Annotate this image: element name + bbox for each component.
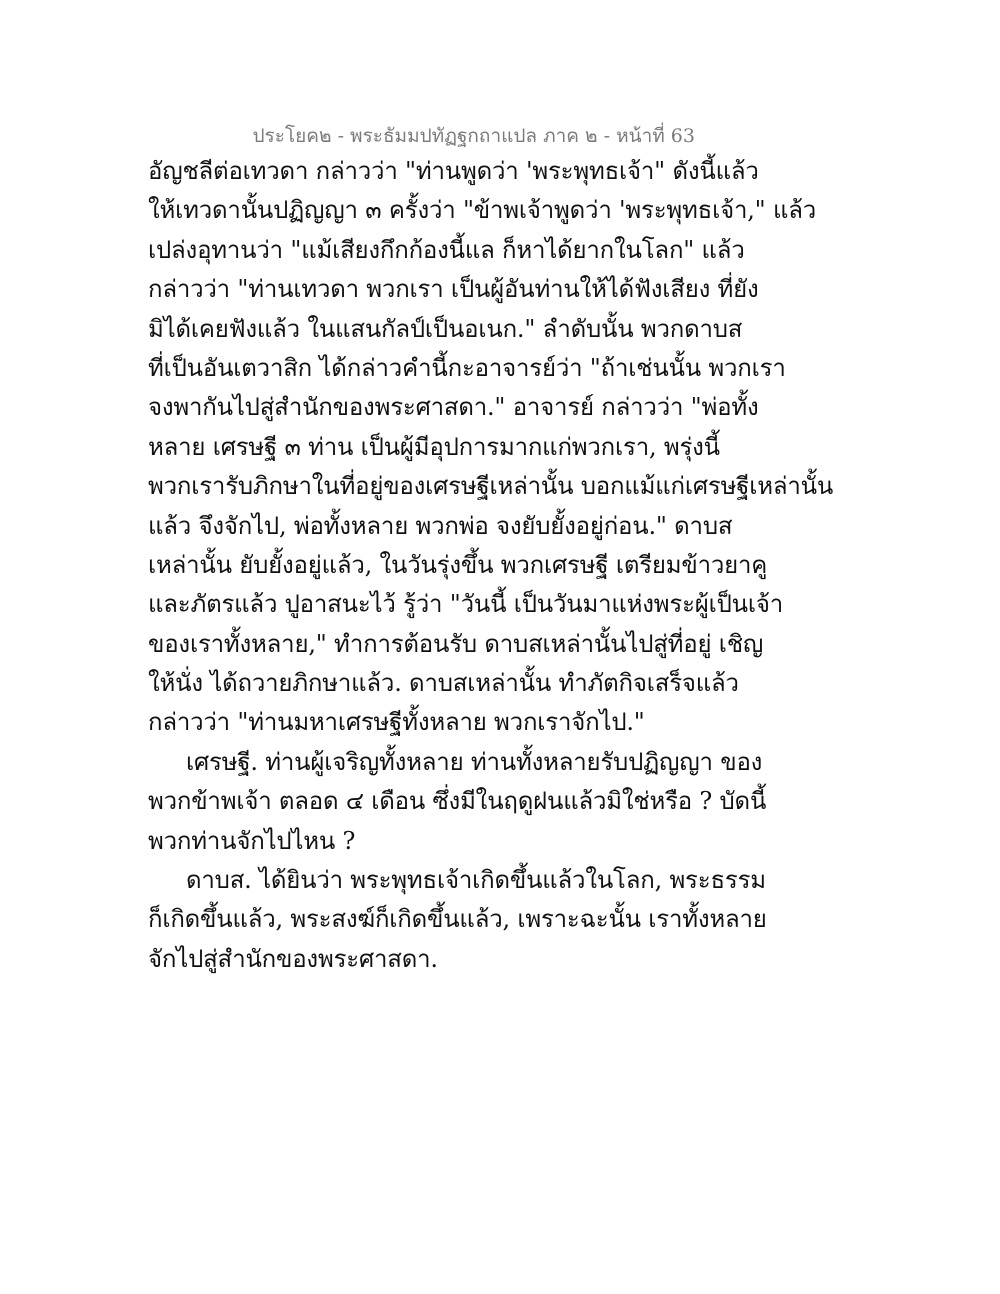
text-line: ของเราทั้งหลาย," ทำการต้อนรับ ดาบสเหล่านั้นไปสู่ที่อยู่ เชิญ (148, 629, 764, 658)
text-line: กล่าวว่า "ท่านเทวดา พวกเรา เป็นผู้อันท่านให้ได้ฟังเสียง ที่ยัง (148, 275, 759, 304)
text-line: แล้ว จึงจักไป, พ่อทั้งหลาย พวกพ่อ จงยับยั้งอยู่ก่อน." ดาบส (148, 511, 733, 540)
text-line: จักไปสู่สำนักของพระศาสดา. (148, 944, 438, 973)
text-line: เปล่งอุทานว่า "แม้เสียงกึกก้องนี้แล ก็หาได้ยากในโลก" แล้ว (148, 235, 745, 264)
text-line: หลาย เศรษฐี ๓ ท่าน เป็นผู้มีอุปการมากแก่พวกเรา, พรุ่งนี้ (148, 432, 720, 461)
text-line: จงพากันไปสู่สำนักของพระศาสดา." อาจารย์ กล่าวว่า "พ่อทั้ง (148, 393, 759, 422)
paragraph (148, 743, 767, 861)
text-line: ที่เป็นอันเตวาสิก ได้กล่าวคำนี้กะอาจารย์ว่า "ถ้าเช่นนั้น พวกเรา (148, 353, 786, 382)
page-body (148, 152, 834, 979)
text-line: เศรษฐี. ท่านผู้เจริญทั้งหลาย ท่านทั้งหลายรับปฏิญญา ของ (186, 747, 763, 776)
text-line: อัญชลีต่อเทวดา กล่าวว่า "ท่านพูดว่า 'พระพุทธเจ้า" ดังนี้แล้ว (148, 157, 759, 185)
text-line: ให้เทวดานั้นปฏิญญา ๓ ครั้งว่า "ข้าพเจ้าพูดว่า 'พระพุทธเจ้า," แล้ว (148, 196, 816, 225)
text-line: ให้นั่ง ได้ถวายภิกษาแล้ว. ดาบสเหล่านั้น ทำภัตกิจเสร็จแล้ว (148, 669, 739, 698)
text-line: มิได้เคยฟังแล้ว ในแสนกัลป์เป็นอเนก." ลำดับนั้น พวกดาบส (148, 314, 743, 343)
text-line: เหล่านั้น ยับยั้งอยู่แล้ว, ในวันรุ่งขึ้น พวกเศรษฐี เตรียมข้าวยาคู (148, 550, 768, 579)
text-line: พวกเรารับภิกษาในที่อยู่ของเศรษฐีเหล่านั้น บอกแม้แก่เศรษฐีเหล่านั้น (148, 472, 834, 501)
text-line: พวกข้าพเจ้า ตลอด ๔ เดือน ซึ่งมีในฤดูฝนแล้วมิใช่หรือ ? บัดนี้ (148, 787, 767, 816)
paragraph (148, 861, 767, 979)
text-line: กล่าวว่า "ท่านมหาเศรษฐีทั้งหลาย พวกเราจักไป." (148, 708, 645, 737)
text-line: ดาบส. ได้ยินว่า พระพุทธเจ้าเกิดขึ้นแล้วในโลก, พระธรรม (186, 866, 766, 895)
text-line: และภัตรแล้ว ปูอาสนะไว้ รู้ว่า "วันนี้ เป็นวันมาแห่งพระผู้เป็นเจ้า (148, 590, 784, 619)
page-header: ประโยค๒ - พระธัมมปทัฏฐกถาแปล ภาค ๒ - หน้าที่ 63 (252, 125, 695, 147)
text-line: พวกท่านจักไปไหน ? (148, 826, 356, 855)
paragraph (148, 152, 834, 743)
text-line: ก็เกิดขึ้นแล้ว, พระสงฆ์ก็เกิดขึ้นแล้ว, เพราะฉะนั้น เราทั้งหลาย (148, 905, 767, 934)
